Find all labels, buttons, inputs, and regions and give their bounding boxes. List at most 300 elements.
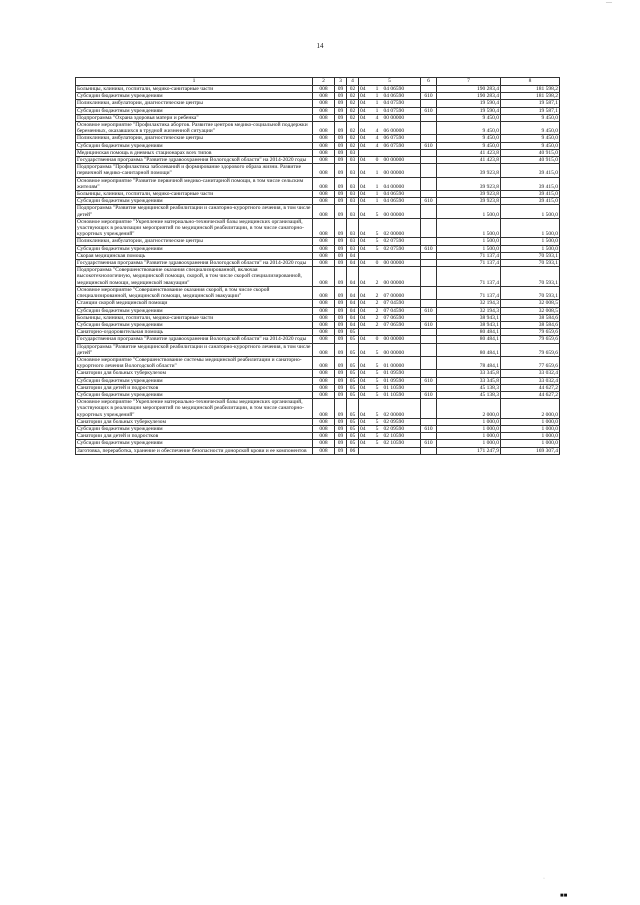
cell-amount-1: 71 137,4 bbox=[437, 252, 501, 259]
cell-admin-code: 008 bbox=[313, 314, 335, 321]
cell-subprogram-code: 5 bbox=[372, 356, 383, 369]
cell-direction-code: 00 00000 bbox=[383, 164, 421, 177]
cell-admin-code: 008 bbox=[313, 377, 335, 384]
cell-section: 09 bbox=[335, 433, 347, 440]
cell-direction-code bbox=[383, 329, 421, 336]
cell-name: Подпрограмма "Развитие медицинской реабилитации и санаторно-курортного лечения, в том числе детей" bbox=[76, 205, 313, 218]
cell-amount-1: 1 000,0 bbox=[437, 425, 501, 432]
table-row bbox=[76, 114, 560, 121]
table-row bbox=[76, 100, 560, 107]
cell-program-code: 04 bbox=[359, 321, 372, 328]
cell-name: Санаторно-оздоровительная помощь bbox=[76, 329, 313, 336]
cell-expense-type: 610 bbox=[421, 107, 437, 114]
cell-admin-code: 008 bbox=[313, 425, 335, 432]
cell-amount-2: 19 587,1 bbox=[501, 100, 560, 107]
cell-subsection: 02 bbox=[347, 100, 359, 107]
cell-expense-type bbox=[421, 370, 437, 377]
table-row bbox=[76, 307, 560, 314]
cell-subsection: 02 bbox=[347, 114, 359, 121]
cell-name: Субсидии бюджетным учреждениям bbox=[76, 425, 313, 432]
cell-amount-1: 39 923,8 bbox=[437, 177, 501, 190]
cell-subprogram-code: 2 bbox=[372, 321, 383, 328]
cell-name: Скорая медицинская помощь bbox=[76, 252, 313, 259]
cell-name: Подпрограмма "Развитие медицинской реабилитации и санаторно-курортного лечения, в том числе детей" bbox=[76, 343, 313, 356]
cell-subprogram-code: 5 bbox=[372, 425, 383, 432]
cell-subsection: 04 bbox=[347, 260, 359, 267]
cell-expense-type: 610 bbox=[421, 245, 437, 252]
cell-expense-type bbox=[421, 149, 437, 156]
cell-amount-2: 44 627,2 bbox=[501, 391, 560, 398]
cell-program-code: 04 bbox=[359, 384, 372, 391]
cell-section: 09 bbox=[335, 384, 347, 391]
table-row bbox=[76, 177, 560, 190]
cell-amount-2: 38 584,6 bbox=[501, 321, 560, 328]
cell-admin-code: 008 bbox=[313, 122, 335, 135]
cell-amount-2: 39 415,0 bbox=[501, 198, 560, 205]
cell-expense-type bbox=[421, 418, 437, 425]
header-cell-admin: 2 bbox=[313, 78, 335, 86]
cell-subsection: 05 bbox=[347, 356, 359, 369]
table-row bbox=[76, 377, 560, 384]
cell-name: Государственная программа "Развитие здравоохранения Вологодской области" на 2014-2020 годы bbox=[76, 157, 313, 164]
cell-expense-type bbox=[421, 300, 437, 307]
cell-direction-code: 02 07590 bbox=[383, 238, 421, 245]
cell-section: 09 bbox=[335, 142, 347, 149]
cell-program-code: 04 bbox=[359, 260, 372, 267]
cell-name: Субсидии бюджетным учреждениям bbox=[76, 440, 313, 447]
cell-admin-code: 008 bbox=[313, 107, 335, 114]
cell-expense-type: 610 bbox=[421, 425, 437, 432]
cell-subsection: 03 bbox=[347, 191, 359, 198]
cell-amount-1: 45 138,3 bbox=[437, 384, 501, 391]
cell-amount-2: 1 000,0 bbox=[501, 440, 560, 447]
cell-amount-2: 39 415,0 bbox=[501, 191, 560, 198]
cell-subprogram-code: 1 bbox=[372, 100, 383, 107]
cell-program-code: 04 bbox=[359, 93, 372, 100]
cell-subsection: 02 bbox=[347, 93, 359, 100]
cell-expense-type bbox=[421, 114, 437, 121]
cell-section: 09 bbox=[335, 447, 347, 454]
table-row bbox=[76, 356, 560, 369]
cell-program-code: 04 bbox=[359, 122, 372, 135]
cell-section: 09 bbox=[335, 114, 347, 121]
cell-amount-2: 70 593,1 bbox=[501, 267, 560, 287]
table-row bbox=[76, 205, 560, 218]
cell-admin-code: 008 bbox=[313, 157, 335, 164]
cell-subsection: 06 bbox=[347, 447, 359, 454]
cell-direction-code: 04 07590 bbox=[383, 100, 421, 107]
cell-amount-2: 32 008,5 bbox=[501, 300, 560, 307]
cell-direction-code: 01 10590 bbox=[383, 384, 421, 391]
cell-admin-code: 008 bbox=[313, 384, 335, 391]
cell-subsection: 04 bbox=[347, 321, 359, 328]
cell-subprogram-code: 0 bbox=[372, 260, 383, 267]
cell-direction-code: 00 00000 bbox=[383, 267, 421, 287]
cell-program-code: 04 bbox=[359, 177, 372, 190]
cell-direction-code: 00 00000 bbox=[383, 343, 421, 356]
cell-subprogram-code: 5 bbox=[372, 384, 383, 391]
table-row bbox=[76, 198, 560, 205]
cell-expense-type bbox=[421, 218, 437, 238]
cell-subsection: 03 bbox=[347, 245, 359, 252]
cell-section: 09 bbox=[335, 157, 347, 164]
cell-subsection: 02 bbox=[347, 135, 359, 142]
cell-subprogram-code: 5 bbox=[372, 343, 383, 356]
cell-subprogram-code: 1 bbox=[372, 164, 383, 177]
cell-subsection: 03 bbox=[347, 198, 359, 205]
cell-subprogram-code: 1 bbox=[372, 191, 383, 198]
table-row bbox=[76, 135, 560, 142]
cell-direction-code: 06 07590 bbox=[383, 135, 421, 142]
cell-admin-code: 008 bbox=[313, 391, 335, 398]
cell-amount-2: 9 450,0 bbox=[501, 142, 560, 149]
cell-amount-1: 1 000,0 bbox=[437, 440, 501, 447]
cell-expense-type bbox=[421, 329, 437, 336]
cell-direction-code: 07 06590 bbox=[383, 314, 421, 321]
cell-subsection: 05 bbox=[347, 377, 359, 384]
cell-admin-code: 008 bbox=[313, 218, 335, 238]
cell-section: 09 bbox=[335, 399, 347, 419]
cell-expense-type bbox=[421, 157, 437, 164]
cell-subprogram-code: 5 bbox=[372, 418, 383, 425]
table-row bbox=[76, 440, 560, 447]
cell-amount-2: 1 000,0 bbox=[501, 418, 560, 425]
cell-section: 09 bbox=[335, 164, 347, 177]
cell-section: 09 bbox=[335, 252, 347, 259]
cell-program-code: 04 bbox=[359, 135, 372, 142]
cell-subprogram-code: 2 bbox=[372, 307, 383, 314]
header-cell-expense-type: 6 bbox=[421, 78, 437, 86]
cell-subprogram-code: 5 bbox=[372, 205, 383, 218]
cell-amount-2: 38 584,6 bbox=[501, 314, 560, 321]
cell-expense-type: 610 bbox=[421, 440, 437, 447]
cell-amount-1: 71 137,4 bbox=[437, 260, 501, 267]
cell-amount-2: 33 032,4 bbox=[501, 377, 560, 384]
cell-name: Станции скорой медицинской помощи bbox=[76, 300, 313, 307]
page-number: 14 bbox=[316, 42, 324, 50]
cell-program-code: 04 bbox=[359, 245, 372, 252]
cell-expense-type bbox=[421, 336, 437, 343]
cell-subprogram-code: 5 bbox=[372, 440, 383, 447]
cell-amount-2: 1 000,0 bbox=[501, 433, 560, 440]
cell-amount-2: 77 659,6 bbox=[501, 356, 560, 369]
cell-subsection: 04 bbox=[347, 314, 359, 321]
cell-subprogram-code: 4 bbox=[372, 122, 383, 135]
cell-admin-code: 008 bbox=[313, 343, 335, 356]
cell-subprogram-code: 5 bbox=[372, 238, 383, 245]
cell-section: 09 bbox=[335, 321, 347, 328]
cell-name: Основное мероприятие "Совершенствование системы медицинской реабилитации и санаторно-курортного лечения Вологодской области" bbox=[76, 356, 313, 369]
cell-name: Больницы, клиники, госпитали, медико-санитарные части bbox=[76, 314, 313, 321]
cell-section: 09 bbox=[335, 177, 347, 190]
cell-amount-2: 33 032,4 bbox=[501, 370, 560, 377]
table-row bbox=[76, 370, 560, 377]
table-row bbox=[76, 418, 560, 425]
table-row bbox=[76, 191, 560, 198]
cell-amount-2: 79 659,6 bbox=[501, 343, 560, 356]
cell-subsection: 03 bbox=[347, 157, 359, 164]
cell-direction-code: 07 00000 bbox=[383, 286, 421, 299]
table-row bbox=[76, 300, 560, 307]
cell-program-code: 04 bbox=[359, 100, 372, 107]
table-row bbox=[76, 122, 560, 135]
cell-program-code: 04 bbox=[359, 418, 372, 425]
cell-program-code: 04 bbox=[359, 164, 372, 177]
cell-program-code: 04 bbox=[359, 205, 372, 218]
table-row bbox=[76, 425, 560, 432]
cell-amount-1: 80 484,1 bbox=[437, 336, 501, 343]
cell-subprogram-code: 1 bbox=[372, 198, 383, 205]
cell-expense-type bbox=[421, 252, 437, 259]
cell-name: Государственная программа "Развитие здравоохранения Вологодской области" на 2014-2020 годы bbox=[76, 260, 313, 267]
cell-subprogram-code: 1 bbox=[372, 93, 383, 100]
cell-subsection: 03 bbox=[347, 164, 359, 177]
cell-subprogram-code: 4 bbox=[372, 142, 383, 149]
cell-name: Санатории для детей и подростков bbox=[76, 433, 313, 440]
cell-admin-code: 008 bbox=[313, 135, 335, 142]
cell-expense-type bbox=[421, 164, 437, 177]
cell-admin-code: 008 bbox=[313, 418, 335, 425]
cell-program-code: 04 bbox=[359, 107, 372, 114]
cell-subprogram-code: 2 bbox=[372, 300, 383, 307]
cell-section: 09 bbox=[335, 149, 347, 156]
cell-direction-code: 01 09590 bbox=[383, 377, 421, 384]
cell-section: 09 bbox=[335, 307, 347, 314]
cell-section: 09 bbox=[335, 86, 347, 93]
cell-amount-1: 19 590,4 bbox=[437, 100, 501, 107]
cell-subprogram-code bbox=[372, 149, 383, 156]
cell-amount-1: 190 283,4 bbox=[437, 86, 501, 93]
cell-expense-type bbox=[421, 433, 437, 440]
cell-admin-code: 008 bbox=[313, 114, 335, 121]
table-row bbox=[76, 399, 560, 419]
table-row bbox=[76, 329, 560, 336]
cell-name: Больницы, клиники, госпитали, медико-санитарные части bbox=[76, 191, 313, 198]
cell-amount-1: 39 923,8 bbox=[437, 164, 501, 177]
table-row bbox=[76, 336, 560, 343]
cell-amount-2: 39 415,0 bbox=[501, 164, 560, 177]
cell-amount-1: 41 423,8 bbox=[437, 149, 501, 156]
table-row bbox=[76, 321, 560, 328]
cell-direction-code: 01 09590 bbox=[383, 370, 421, 377]
cell-program-code: 04 bbox=[359, 300, 372, 307]
cell-section: 09 bbox=[335, 191, 347, 198]
cell-name: Больницы, клиники, госпитали, медико-санитарные части bbox=[76, 86, 313, 93]
cell-admin-code: 008 bbox=[313, 267, 335, 287]
cell-subprogram-code: 5 bbox=[372, 370, 383, 377]
cell-section: 09 bbox=[335, 122, 347, 135]
cell-amount-1: 2 000,0 bbox=[437, 399, 501, 419]
cell-direction-code: 02 00000 bbox=[383, 218, 421, 238]
cell-subprogram-code: 5 bbox=[372, 391, 383, 398]
cell-amount-2: 1 500,0 bbox=[501, 205, 560, 218]
cell-expense-type bbox=[421, 399, 437, 419]
cell-program-code: 04 bbox=[359, 377, 372, 384]
table-row bbox=[76, 391, 560, 398]
cell-admin-code: 008 bbox=[313, 447, 335, 454]
cell-admin-code: 008 bbox=[313, 336, 335, 343]
cell-program-code: 04 bbox=[359, 238, 372, 245]
cell-admin-code: 008 bbox=[313, 399, 335, 419]
cell-amount-1: 33 345,8 bbox=[437, 377, 501, 384]
table-row bbox=[76, 252, 560, 259]
cell-amount-1: 32 194,3 bbox=[437, 307, 501, 314]
cell-name: Подпрограмма "Охрана здоровья матери и ребенка" bbox=[76, 114, 313, 121]
cell-name: Подпрограмма "Совершенствование оказания специализированной, включая высокотехнологичную, медицинской помощи, скорой, в том числе скорой специализированной, медицинской помощи, медицинской эвакуации" bbox=[76, 267, 313, 287]
cell-section: 09 bbox=[335, 343, 347, 356]
cell-amount-1: 38 943,1 bbox=[437, 321, 501, 328]
table-row bbox=[76, 384, 560, 391]
cell-subsection: 04 bbox=[347, 252, 359, 259]
cell-admin-code: 008 bbox=[313, 321, 335, 328]
cell-amount-1: 32 194,3 bbox=[437, 300, 501, 307]
cell-amount-2: 44 627,2 bbox=[501, 384, 560, 391]
cell-direction-code: 04 07590 bbox=[383, 107, 421, 114]
cell-amount-1: 9 450,0 bbox=[437, 122, 501, 135]
cell-amount-2: 70 593,1 bbox=[501, 252, 560, 259]
cell-program-code: 04 bbox=[359, 399, 372, 419]
cell-admin-code: 008 bbox=[313, 198, 335, 205]
page-footer-mark: ■■ bbox=[560, 893, 568, 899]
cell-name: Субсидии бюджетным учреждениям bbox=[76, 93, 313, 100]
cell-program-code: 04 bbox=[359, 370, 372, 377]
cell-amount-2: 1 500,0 bbox=[501, 238, 560, 245]
cell-amount-1: 1 000,0 bbox=[437, 418, 501, 425]
cell-subsection: 02 bbox=[347, 107, 359, 114]
cell-admin-code: 008 bbox=[313, 370, 335, 377]
cell-amount-1: 39 923,8 bbox=[437, 191, 501, 198]
cell-admin-code: 008 bbox=[313, 177, 335, 190]
cell-subsection: 05 bbox=[347, 336, 359, 343]
cell-name: Основное мероприятие "Укрепление материально-технической базы медицинских организаций, участвующих в реализации мероприятий по медицинской реабилитации, в том числе санаторно-курортных учреждений" bbox=[76, 218, 313, 238]
cell-expense-type: 610 bbox=[421, 93, 437, 100]
cell-amount-1: 9 450,0 bbox=[437, 142, 501, 149]
cell-expense-type bbox=[421, 356, 437, 369]
cell-section: 09 bbox=[335, 300, 347, 307]
cell-subsection: 05 bbox=[347, 391, 359, 398]
cell-section: 09 bbox=[335, 418, 347, 425]
cell-amount-1: 45 138,3 bbox=[437, 391, 501, 398]
table-row bbox=[76, 260, 560, 267]
budget-table bbox=[75, 77, 560, 455]
table-row bbox=[76, 93, 560, 100]
cell-amount-1: 80 484,1 bbox=[437, 329, 501, 336]
table-row bbox=[76, 267, 560, 287]
cell-section: 09 bbox=[335, 336, 347, 343]
cell-amount-2: 181 598,2 bbox=[501, 86, 560, 93]
cell-subprogram-code bbox=[372, 329, 383, 336]
cell-name: Основное мероприятие "Укрепление материально-технической базы медицинских организаций, участвующих в реализации мероприятий по медицинской реабилитации, в том числе санаторно-курортных учреждений" bbox=[76, 399, 313, 419]
cell-direction-code: 06 07590 bbox=[383, 142, 421, 149]
cell-direction-code: 04 06590 bbox=[383, 93, 421, 100]
cell-admin-code: 008 bbox=[313, 433, 335, 440]
cell-program-code bbox=[359, 149, 372, 156]
cell-amount-1: 41 423,8 bbox=[437, 157, 501, 164]
cell-name: Санатории для больных туберкулезом bbox=[76, 370, 313, 377]
cell-subsection: 02 bbox=[347, 142, 359, 149]
cell-section: 09 bbox=[335, 356, 347, 369]
cell-direction-code: 04 06590 bbox=[383, 198, 421, 205]
cell-name: Поликлиники, амбулатории, диагностические центры bbox=[76, 238, 313, 245]
cell-expense-type: 610 bbox=[421, 198, 437, 205]
cell-expense-type bbox=[421, 267, 437, 287]
cell-direction-code bbox=[383, 149, 421, 156]
cell-amount-2: 79 659,6 bbox=[501, 329, 560, 336]
table-row bbox=[76, 86, 560, 93]
cell-section: 09 bbox=[335, 391, 347, 398]
table-row bbox=[76, 142, 560, 149]
cell-admin-code: 008 bbox=[313, 260, 335, 267]
cell-amount-1: 1 500,0 bbox=[437, 218, 501, 238]
cell-subprogram-code: 4 bbox=[372, 135, 383, 142]
cell-expense-type bbox=[421, 447, 437, 454]
cell-admin-code: 008 bbox=[313, 356, 335, 369]
cell-subsection: 02 bbox=[347, 122, 359, 135]
cell-name: Заготовка, переработка, хранение и обеспечение безопасности донорской крови и ее компонентов bbox=[76, 447, 313, 454]
cell-subsection: 03 bbox=[347, 177, 359, 190]
header-cell-section: 3 bbox=[335, 78, 347, 86]
cell-expense-type: 610 bbox=[421, 307, 437, 314]
cell-section: 09 bbox=[335, 425, 347, 432]
cell-program-code: 04 bbox=[359, 356, 372, 369]
cell-name: Поликлиники, амбулатории, диагностические центры bbox=[76, 100, 313, 107]
cell-name: Субсидии бюджетным учреждениям bbox=[76, 245, 313, 252]
cell-subprogram-code: 1 bbox=[372, 107, 383, 114]
cell-section: 09 bbox=[335, 245, 347, 252]
cell-subsection: 02 bbox=[347, 86, 359, 93]
cell-name: Основное мероприятие "Совершенствование оказания скорой, в том числе скорой специализированной, медицинской помощи, медицинской эвакуации" bbox=[76, 286, 313, 299]
cell-subprogram-code: 2 bbox=[372, 286, 383, 299]
cell-expense-type bbox=[421, 122, 437, 135]
cell-expense-type bbox=[421, 286, 437, 299]
cell-program-code: 04 bbox=[359, 157, 372, 164]
header-cell-amount-1: 7 bbox=[437, 78, 501, 86]
cell-subprogram-code: 2 bbox=[372, 267, 383, 287]
cell-program-code: 04 bbox=[359, 86, 372, 93]
cell-subprogram-code: 2 bbox=[372, 314, 383, 321]
cell-direction-code: 01 00000 bbox=[383, 356, 421, 369]
cell-amount-1: 38 943,1 bbox=[437, 314, 501, 321]
cell-section: 09 bbox=[335, 314, 347, 321]
cell-direction-code: 02 07590 bbox=[383, 245, 421, 252]
cell-section: 09 bbox=[335, 205, 347, 218]
cell-amount-1: 1 500,0 bbox=[437, 245, 501, 252]
cell-name: Санатории для больных туберкулезом bbox=[76, 418, 313, 425]
cell-expense-type bbox=[421, 205, 437, 218]
cell-section: 09 bbox=[335, 218, 347, 238]
cell-admin-code: 008 bbox=[313, 191, 335, 198]
cell-program-code: 04 bbox=[359, 425, 372, 432]
cell-amount-1: 9 450,0 bbox=[437, 135, 501, 142]
cell-subsection: 04 bbox=[347, 286, 359, 299]
cell-name: Субсидии бюджетным учреждениям bbox=[76, 391, 313, 398]
cell-expense-type bbox=[421, 177, 437, 190]
cell-section: 09 bbox=[335, 377, 347, 384]
header-row bbox=[76, 78, 560, 86]
cell-amount-2: 40 915,0 bbox=[501, 149, 560, 156]
cell-name: Поликлиники, амбулатории, диагностические центры bbox=[76, 135, 313, 142]
table-row bbox=[76, 238, 560, 245]
cell-expense-type bbox=[421, 314, 437, 321]
cell-admin-code: 008 bbox=[313, 440, 335, 447]
cell-direction-code bbox=[383, 252, 421, 259]
cell-amount-1: 78 484,1 bbox=[437, 356, 501, 369]
cell-amount-1: 9 450,0 bbox=[437, 114, 501, 121]
cell-expense-type bbox=[421, 100, 437, 107]
cell-amount-1: 80 484,1 bbox=[437, 343, 501, 356]
cell-subprogram-code: 5 bbox=[372, 218, 383, 238]
cell-name: Медицинская помощь в дневных стационарах всех типов bbox=[76, 149, 313, 156]
